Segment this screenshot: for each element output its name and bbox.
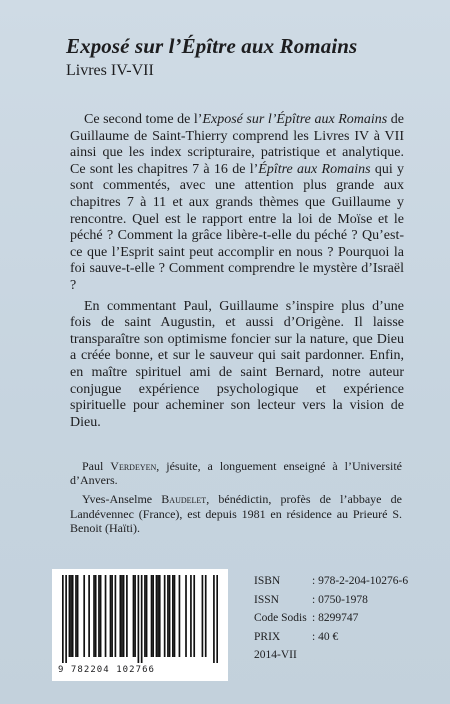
- blurb-italic-title: Exposé sur l’Épître aux Romains: [202, 112, 388, 127]
- sodis-value: : 8299747: [312, 612, 359, 625]
- barcode-bar: [65, 575, 67, 663]
- blurb-paragraph-1: [70, 112, 404, 295]
- author-notes: [70, 459, 402, 540]
- barcode-bar: [202, 575, 204, 657]
- author-first-name: Paul: [82, 459, 111, 473]
- barcode-bar: [126, 575, 128, 657]
- barcode-bar: [100, 575, 102, 657]
- sodis-label: Code Sodis: [254, 612, 307, 625]
- isbn-row: [254, 572, 408, 591]
- author-bio: , bénédictin, profès de l’abbaye de Landévennec (France), est depuis 1981 en résidence au Prieuré S. Benoit (Haïti).: [70, 492, 402, 535]
- isbn-value: : 978-2-204-10276-6: [312, 575, 409, 587]
- isbn-label: ISBN: [254, 575, 281, 587]
- barcode-bar: [119, 575, 121, 657]
- author-bio: , jésuite, a longuement enseigné à l’Université d’Anvers.: [70, 459, 402, 488]
- blurb-italic-title: Épître aux Romains: [258, 161, 371, 177]
- barcode-bar: [93, 575, 95, 657]
- barcode-bar: [88, 575, 90, 657]
- barcode-bar: [110, 575, 112, 657]
- book-subtitle: Livres IV-VII: [66, 62, 154, 79]
- barcode-bar: [83, 575, 85, 657]
- barcode-bar: [72, 575, 74, 657]
- issn-value: : 0750-1978: [312, 593, 368, 606]
- barcode-bar: [111, 575, 113, 657]
- barcode-bar: [169, 575, 171, 657]
- barcode-bar: [205, 575, 207, 657]
- publication-info: [254, 572, 408, 665]
- barcode-bar: [174, 575, 176, 657]
- barcode-bar: [164, 575, 166, 657]
- edition-row: [254, 646, 408, 665]
- author-last-name: Verdeyen: [110, 459, 157, 473]
- barcode-bar: [159, 575, 161, 657]
- price-value: : 40 €: [312, 630, 339, 643]
- barcode-bars: [62, 575, 218, 663]
- barcode-bar: [62, 575, 64, 663]
- barcode-bar: [146, 575, 148, 657]
- barcode-bar: [213, 575, 215, 663]
- barcode-bar: [167, 575, 169, 657]
- barcode-bar: [105, 575, 107, 657]
- barcode-bar: [70, 575, 72, 657]
- author-note: [70, 459, 402, 487]
- issn-row: [254, 591, 408, 610]
- issn-label: ISSN: [254, 593, 279, 606]
- barcode-bar: [133, 575, 135, 657]
- blurb-text: de Guillaume de Saint-Thierry comprend les Livres IV à VII ainsi que les index scripturaire, patristique et analytique. Ce sont les chapitres 7 à 16 de l’: [70, 112, 404, 177]
- blurb-paragraph-2: En commentant Paul, Guillaume s’inspire plus d’une fois de saint Augustin, et aussi d’Origène. Il laisse transparaître son optimisme foncier sur la nature, que Dieu a créée bonne, et sur le sauveur qui sait pardonner. Enfin, en maître spirituel ami de saint Bernard, notre auteur conjugue expérience psychologique et expérience spirituelle pour acheminer son lecteur vers la vision de Dieu.: [70, 298, 404, 430]
- barcode-bar: [75, 575, 77, 657]
- price-row: [254, 628, 408, 647]
- barcode-bar: [121, 575, 123, 657]
- barcode-bar: [193, 575, 195, 657]
- barcode-digits: 9 782204 102766: [58, 665, 156, 675]
- blurb-text: Ce second tome de l’: [84, 112, 203, 127]
- barcode-bar: [141, 575, 143, 663]
- barcode: [52, 569, 228, 681]
- barcode-bar: [156, 575, 158, 657]
- price-label: PRIX: [254, 630, 281, 643]
- sodis-row: [254, 609, 408, 628]
- barcode-bar: [157, 575, 159, 657]
- barcode-bar: [172, 575, 174, 657]
- barcode-bar: [134, 575, 136, 657]
- barcode-bar: [152, 575, 154, 657]
- edition-code: 2014-VII: [254, 649, 297, 662]
- barcode-bar: [98, 575, 100, 657]
- barcode-bar: [216, 575, 218, 663]
- author-note: [70, 492, 402, 535]
- barcode-bar: [179, 575, 181, 657]
- barcode-bar: [77, 575, 79, 657]
- blurb-text: qui y sont commentés, avec une attention plus grande aux chapitres 7 à 11 et aux grands thèmes que Guillaume y rencontre. Quel est le rapport entre la loi de Moïse et le péché ? Comment la grâce libère-t-elle du péché ? Qu’est-ce que l’Esprit saint peut accomplir en nous ? Pourquoi la foi sauve-t-elle ? Comment comprendre le mystère d’Israël ?: [70, 161, 404, 293]
- barcode-bar: [95, 575, 97, 657]
- barcode-bar: [151, 575, 153, 657]
- barcode-bar: [123, 575, 125, 657]
- barcode-bar: [115, 575, 117, 657]
- author-last-name: Baudelet: [161, 492, 207, 507]
- barcode-bar: [144, 575, 146, 657]
- barcode-bar: [190, 575, 192, 657]
- barcode-bar: [185, 575, 187, 657]
- blurb: [70, 112, 404, 435]
- book-title: Exposé sur l’Épître aux Romains: [66, 34, 358, 58]
- author-first-name: Yves-Anselme: [82, 492, 162, 507]
- barcode-bar: [69, 575, 71, 657]
- barcode-bar: [138, 575, 140, 663]
